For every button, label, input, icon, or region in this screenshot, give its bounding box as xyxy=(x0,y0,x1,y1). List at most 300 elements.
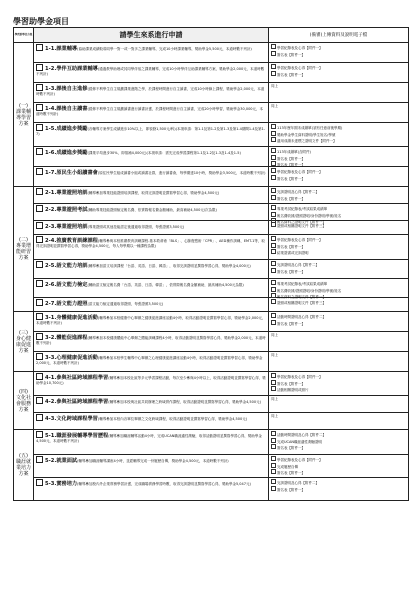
program-category-label: (二) 專業增能研習方案 xyxy=(15,237,31,261)
upload-doc-line xyxy=(271,373,406,380)
upload-docs-list xyxy=(269,298,408,311)
program-item-content xyxy=(34,83,268,102)
doc-checkbox[interactable] xyxy=(271,444,276,449)
upload-doc-line xyxy=(271,333,406,338)
upload-docs-cell xyxy=(269,147,409,167)
item-checkbox[interactable] xyxy=(36,188,43,195)
upload-docs-list xyxy=(269,63,408,82)
program-item-cell xyxy=(34,260,269,279)
program-item-row xyxy=(14,260,409,279)
upload-doc-line xyxy=(271,71,406,78)
program-item-content xyxy=(34,204,268,220)
program-item-row xyxy=(14,372,409,396)
upload-doc-line xyxy=(271,249,406,256)
program-item-cell xyxy=(34,204,269,221)
doc-checkbox[interactable] xyxy=(271,486,276,491)
table-body xyxy=(14,43,409,501)
upload-docs-cell xyxy=(269,413,409,430)
item-checkbox[interactable] xyxy=(36,414,43,421)
upload-doc-line xyxy=(271,131,406,138)
item-name: 1-5.成績進步獎勵 xyxy=(45,126,88,132)
doc-checkbox[interactable] xyxy=(271,51,276,56)
doc-checkbox[interactable] xyxy=(271,293,276,298)
doc-checkbox[interactable] xyxy=(271,373,276,378)
upload-docs-list xyxy=(269,43,408,62)
doc-checkbox[interactable] xyxy=(271,212,276,217)
program-item-cell xyxy=(34,478,269,501)
upload-doc-line xyxy=(271,299,406,306)
program-item-row xyxy=(14,103,409,123)
upload-docs-list xyxy=(269,478,408,500)
item-name: 2-6.語文能力檢定 xyxy=(45,282,88,288)
item-description: (輔導參加專業技能證照培訓課程，取得完訓證明並撰寫學習心得，獎助學金4,500元) xyxy=(87,191,220,195)
item-name: 2-2.專業證照考試 xyxy=(45,207,88,213)
doc-checkbox[interactable] xyxy=(271,148,276,153)
upload-doc-line xyxy=(271,380,406,387)
upload-doc-text: 結業證書或完訓證明 xyxy=(277,251,309,256)
upload-doc-line xyxy=(271,44,406,51)
program-item-row xyxy=(14,43,409,63)
upload-doc-text: 簽名表【附件一】 xyxy=(277,72,305,77)
upload-doc-text: 簽名表【附件一】 xyxy=(277,446,305,451)
program-item-content xyxy=(34,103,268,122)
item-name: 1-7.原民生小組讀書會 xyxy=(45,170,98,176)
upload-doc-text: 完訓證明及心得【附件二】 xyxy=(277,263,319,267)
upload-doc-line xyxy=(271,212,406,219)
item-name: 1-4.課後自主讀書 xyxy=(45,106,88,112)
doc-checkbox[interactable] xyxy=(271,479,276,484)
item-description: (課業平均進步30%，即領補4,000元)(本項申請：需先完成學習課程第1-1及1-2及1-3及1-4及1-5) xyxy=(87,151,241,155)
upload-docs-list xyxy=(269,396,408,412)
program-item-cell xyxy=(34,83,269,103)
item-name: 1-2.學伴互助課業輔導 xyxy=(45,66,98,72)
doc-checkbox[interactable] xyxy=(271,195,276,200)
upload-doc-text: 報名費收據/證照證明/身份證明/學號/姓名 xyxy=(277,213,342,218)
item-checkbox[interactable] xyxy=(36,261,43,268)
upload-doc-line xyxy=(271,188,406,195)
doc-checkbox[interactable] xyxy=(271,438,276,443)
item-description: (通過教學助理或其同學伴侶之課業輔導，完成10小時學伴互助課業輔導方案，獎助學金2,000元，本道時數不列計) xyxy=(36,67,265,76)
upload-doc-text: 報名費收據/證照證明/身份證明/學號/姓名 xyxy=(277,288,342,293)
doc-checkbox[interactable] xyxy=(271,161,276,166)
upload-docs-cell xyxy=(269,352,409,372)
doc-checkbox[interactable] xyxy=(271,249,276,254)
program-item-content xyxy=(34,167,268,186)
item-checkbox[interactable] xyxy=(36,373,43,380)
program-item-row xyxy=(14,455,409,478)
program-item-content xyxy=(34,235,268,259)
upload-doc-text: 113年歷年期末成績單(須有任意前後學期) xyxy=(277,126,343,130)
program-item-row xyxy=(14,204,409,221)
page-title: 學習助學金項目 xyxy=(13,17,69,26)
doc-checkbox[interactable] xyxy=(271,463,276,468)
upload-doc-line xyxy=(271,84,406,89)
item-name: 2-1.專業證照培訓 xyxy=(45,190,88,196)
upload-docs-cell xyxy=(269,235,409,260)
program-item-cell xyxy=(34,43,269,63)
program-item-content xyxy=(34,63,268,82)
upload-doc-text: 簽名表【附件一】 xyxy=(277,487,305,492)
upload-doc-line xyxy=(271,175,406,182)
program-item-content xyxy=(34,260,268,278)
program-item-content xyxy=(34,455,268,477)
upload-doc-text: 完成履歷自傳 xyxy=(277,464,298,469)
doc-checkbox[interactable] xyxy=(271,236,276,241)
doc-checkbox[interactable] xyxy=(271,268,276,273)
upload-doc-text: 證照或相關證明文件【附件三】 xyxy=(277,301,326,305)
program-item-content xyxy=(34,298,268,311)
item-description: (輔導參加本校內各單位舉辦之文化跨域課程，取得活動證明並撰寫學習心得，獎助學金4,500元) xyxy=(97,417,248,421)
doc-checkbox[interactable] xyxy=(271,188,276,193)
upload-doc-line xyxy=(271,414,406,419)
item-checkbox[interactable] xyxy=(36,397,43,404)
item-checkbox[interactable] xyxy=(36,104,43,111)
item-description: (輔導參加語文培訓課程「台語、英語、日語、韓語」，取得完訓證明並撰寫學習心得，獎助學金4,000元) xyxy=(87,264,251,268)
upload-doc-text: 報名資料之證明文件【附件一】 xyxy=(277,220,326,225)
upload-doc-line xyxy=(271,168,406,175)
item-checkbox[interactable] xyxy=(36,299,43,306)
upload-doc-text: 活動時間證明及心得【附件二】 xyxy=(277,433,326,437)
doc-checkbox[interactable] xyxy=(271,168,276,173)
item-description: (協助課業成績較弱同學一對一或一對多之課業輔導，完成10小時課業輔導，獎助學金5,500元，本道時數不列計) xyxy=(77,47,252,51)
program-item-cell xyxy=(34,396,269,413)
item-description: (專業證照或其他技能認定後通過取得證照，每張證照3,500元) xyxy=(87,225,185,229)
program-item-cell xyxy=(34,455,269,478)
program-item-row xyxy=(14,298,409,312)
upload-doc-line xyxy=(271,155,406,162)
program-item-cell xyxy=(34,103,269,123)
item-description: (輔導參加本校學生輔導中心舉辦之心理健康促進講座活動4小時，取得活動證明並撰寫學習心得，獎助學金2,000元，本道時數不列計) xyxy=(36,356,263,365)
item-name: 1-3.課後自主進修 xyxy=(45,86,88,92)
program-item-content xyxy=(34,279,268,297)
doc-checkbox[interactable] xyxy=(271,313,276,318)
upload-doc-text: 適用成績未達標之證明文件【附件一】 xyxy=(277,139,337,144)
item-checkbox[interactable] xyxy=(36,431,43,438)
program-item-cell xyxy=(34,312,269,332)
upload-doc-text: 簽名表【附件一】 xyxy=(277,321,305,326)
doc-checkbox[interactable] xyxy=(271,380,276,385)
upload-doc-line xyxy=(271,313,406,320)
upload-doc-text: 簽名表【附件一】 xyxy=(277,52,305,57)
item-description: (輔助語文檢定報名費「台語、英語、日語、韓語」，依實際報名費金額補助，最高補助4,500元為限) xyxy=(87,283,244,287)
program-item-cell xyxy=(34,221,269,235)
upload-doc-text: 活動相關證明或照片 xyxy=(277,388,309,393)
upload-doc-text: 學習紀錄表及心得【附件一】 xyxy=(277,66,323,70)
program-item-cell xyxy=(34,413,269,430)
header-program-type: 學習助學金方案 xyxy=(14,28,34,43)
program-category-label: (三) 身心健康促進方案 xyxy=(15,329,31,354)
item-name: 5-1.職涯發展輔導學習歷程 xyxy=(45,433,109,439)
program-item-row xyxy=(14,478,409,501)
program-item-row xyxy=(14,312,409,332)
program-category xyxy=(14,187,34,312)
item-checkbox[interactable] xyxy=(36,124,43,131)
item-description: (語文能力檢定通過取得證照，每張證照3,500元) xyxy=(87,302,164,306)
item-checkbox[interactable] xyxy=(36,84,43,91)
upload-doc-line xyxy=(271,205,406,212)
upload-doc-text: 完成UCAN職涯適性測驗證明 xyxy=(277,439,323,444)
item-name: 5-3.實務培力 xyxy=(45,481,78,487)
doc-checkbox[interactable] xyxy=(271,431,276,436)
program-item-content xyxy=(34,187,268,203)
item-description: (輔導參加本校與社區共同辦理之跨域實作課程，取得活動證明並撰寫學習心得，獎助學金4,500元) xyxy=(108,400,261,404)
upload-docs-list xyxy=(269,187,408,203)
upload-doc-line xyxy=(271,236,406,243)
upload-docs-list xyxy=(269,312,408,331)
item-checkbox[interactable] xyxy=(36,280,43,287)
doc-checkbox[interactable] xyxy=(271,124,276,129)
doc-checkbox[interactable] xyxy=(271,205,276,210)
upload-doc-text: 同上 xyxy=(271,84,278,88)
doc-checkbox[interactable] xyxy=(271,280,276,285)
program-item-row xyxy=(14,221,409,235)
upload-docs-cell xyxy=(269,83,409,103)
upload-doc-line xyxy=(271,353,406,358)
doc-checkbox[interactable] xyxy=(271,64,276,69)
upload-doc-line xyxy=(271,51,406,58)
upload-docs-list xyxy=(269,260,408,278)
program-item-row xyxy=(14,396,409,413)
upload-docs-cell xyxy=(269,221,409,235)
upload-docs-list xyxy=(269,413,408,429)
program-category xyxy=(14,312,34,372)
upload-doc-line xyxy=(271,268,406,275)
upload-doc-text: 同上 xyxy=(271,414,278,418)
item-name: 4-2.參與社區跨域課程學習 xyxy=(45,399,109,405)
upload-docs-cell xyxy=(269,332,409,352)
program-item-row xyxy=(14,83,409,103)
doc-checkbox[interactable] xyxy=(271,261,276,266)
item-description: (輔導參加本校健康中心舉辦之健康促進講座活動4小時，取得活動證明並撰寫學習心得，獎助學金2,000元，本道時數不列計) xyxy=(36,316,266,325)
program-item-row xyxy=(14,235,409,260)
upload-docs-list xyxy=(269,204,408,225)
upload-doc-text: 簽名表【附件一】 xyxy=(277,471,305,476)
upload-docs-cell xyxy=(269,167,409,187)
program-item-cell xyxy=(34,167,269,187)
program-item-content xyxy=(34,396,268,412)
item-name: 2-7.語文能力證照 xyxy=(45,301,88,307)
upload-docs-cell xyxy=(269,279,409,298)
program-item-cell xyxy=(34,372,269,396)
upload-docs-cell xyxy=(269,204,409,225)
upload-doc-text: 簽名表【附件一】 xyxy=(277,381,305,386)
item-description: (原住民學生組成讀書小組或讀書社群，進行讀書會，每學期達10小時，獎助學金3,500元，本道時數不列計) xyxy=(97,171,266,175)
doc-checkbox[interactable] xyxy=(271,44,276,49)
item-checkbox[interactable] xyxy=(36,222,43,229)
program-item-content xyxy=(34,147,268,166)
upload-doc-line xyxy=(271,104,406,109)
program-category xyxy=(14,430,34,501)
item-checkbox[interactable] xyxy=(36,236,43,243)
upload-doc-line xyxy=(271,243,406,250)
item-description: (經修不利學生自主規劃課業進階之學，於課程時間進行自主讀書，完成10小時線上課程，獎助學金2,000元，本道時數不列計) xyxy=(36,87,265,96)
upload-doc-line xyxy=(271,438,406,445)
doc-checkbox[interactable] xyxy=(271,155,276,160)
item-name: 4-1.參與社區跨域課程學習 xyxy=(45,375,109,381)
doc-checkbox[interactable] xyxy=(271,299,276,304)
doc-checkbox[interactable] xyxy=(271,222,276,227)
header-upload-docs: (備審)上傳資料及說明電子檔 xyxy=(269,28,409,43)
item-description: (各輔導方案學生成績進步10%以上，即領發1,500元/科)(本項申請：第1-1及第1-2及第1-3及第1-4期間1-4及第1-7) xyxy=(36,127,266,136)
doc-checkbox[interactable] xyxy=(271,175,276,180)
upload-doc-line xyxy=(271,280,406,287)
item-checkbox[interactable] xyxy=(36,205,43,212)
program-item-content xyxy=(34,478,268,500)
item-checkbox[interactable] xyxy=(36,479,43,486)
program-item-row xyxy=(14,63,409,83)
item-checkbox[interactable] xyxy=(36,148,43,155)
header-apply-instruction: 請學生來系進行申請 xyxy=(34,28,269,43)
program-category-label: (一) 課業輔導學習方案 xyxy=(15,102,31,127)
item-description: (輔導參加職涯輔導講座4小時，並經輔導完成一份履歷自傳，獎助學金4,500元，本道時數不列計) xyxy=(77,459,229,463)
item-name: 3-1.身體健康促進活動 xyxy=(45,315,98,321)
upload-docs-cell xyxy=(269,372,409,396)
upload-doc-text: 完訓證明及心得【附件二】 xyxy=(277,481,319,485)
upload-doc-line xyxy=(271,486,406,493)
program-item-content xyxy=(34,332,268,351)
program-item-cell xyxy=(34,430,269,455)
doc-checkbox[interactable] xyxy=(271,137,276,142)
item-checkbox[interactable] xyxy=(36,456,43,463)
program-category-label: (四) 文化社會服務方案 xyxy=(15,388,31,413)
program-item-row xyxy=(14,279,409,298)
program-category xyxy=(14,43,34,187)
doc-checkbox[interactable] xyxy=(271,469,276,474)
item-checkbox[interactable] xyxy=(36,44,43,51)
doc-checkbox[interactable] xyxy=(271,243,276,248)
upload-docs-list xyxy=(269,235,408,259)
upload-doc-line xyxy=(271,469,406,476)
item-description: (輔導參加本校社區等多元學習課程活動，每次至少參與4小時以上，取得活動證明並撰寫學習心得，獎助學金10,700元) xyxy=(36,376,266,385)
item-checkbox[interactable] xyxy=(36,333,43,340)
program-item-content xyxy=(34,123,268,146)
item-name: 1-6.成績進步獎勵 xyxy=(45,150,88,156)
upload-doc-text: 學習紀錄表及心得【附件一】 xyxy=(277,238,323,242)
program-item-cell xyxy=(34,187,269,204)
program-item-row xyxy=(14,430,409,455)
program-category xyxy=(14,372,34,430)
upload-docs-cell xyxy=(269,123,409,147)
item-name: 1-1.課業輔導 xyxy=(45,46,78,52)
upload-doc-line xyxy=(271,456,406,463)
doc-checkbox[interactable] xyxy=(271,71,276,76)
doc-checkbox[interactable] xyxy=(271,131,276,136)
upload-docs-cell xyxy=(269,43,409,63)
item-checkbox[interactable] xyxy=(36,64,43,71)
upload-docs-cell xyxy=(269,187,409,204)
program-item-cell xyxy=(34,147,269,167)
scholarship-table xyxy=(13,27,409,501)
doc-checkbox[interactable] xyxy=(271,287,276,292)
upload-doc-text: 證照或相關證明文件【附件三】 xyxy=(277,224,326,228)
program-item-cell xyxy=(34,298,269,312)
upload-doc-text: 簽名表【附件一】 xyxy=(277,163,305,168)
item-name: 3-3.心理健康促進活動 xyxy=(45,355,98,361)
program-item-row xyxy=(14,413,409,430)
program-item-row xyxy=(14,147,409,167)
upload-doc-line xyxy=(271,124,406,131)
item-checkbox[interactable] xyxy=(36,353,43,360)
upload-docs-cell xyxy=(269,455,409,478)
item-name: 5-2.就業面試 xyxy=(45,458,78,464)
program-item-row xyxy=(14,187,409,204)
upload-docs-list xyxy=(269,352,408,371)
upload-doc-text: 簽名表【附件一】 xyxy=(277,156,305,161)
upload-doc-text: 學習紀錄表及心得【附件一】 xyxy=(277,458,323,462)
doc-checkbox[interactable] xyxy=(271,386,276,391)
item-name: 2-3.專業證照培訓 xyxy=(45,224,88,230)
program-item-row xyxy=(14,123,409,147)
program-item-row xyxy=(14,332,409,352)
program-item-content xyxy=(34,352,268,371)
item-description: (輔助專業技能證照檢定報名費、依實際報名費金額補助，最高補助4,500元/次為限) xyxy=(87,208,217,212)
item-checkbox[interactable] xyxy=(36,168,43,175)
upload-doc-text: 簽名表【附件一】 xyxy=(277,196,305,201)
upload-doc-line xyxy=(271,386,406,393)
upload-doc-text: 同上 xyxy=(271,333,278,337)
upload-docs-cell xyxy=(269,63,409,83)
item-name: 2-5.語文能力培訓 xyxy=(45,263,88,269)
upload-doc-line xyxy=(271,222,406,229)
program-item-content xyxy=(34,430,268,454)
upload-docs-cell xyxy=(269,478,409,501)
program-item-cell xyxy=(34,123,269,147)
upload-doc-line xyxy=(271,64,406,71)
upload-doc-text: 報名資料之證明文件【附件一】 xyxy=(277,295,326,300)
program-item-cell xyxy=(34,235,269,260)
upload-doc-text: 同上 xyxy=(271,397,278,401)
upload-docs-cell xyxy=(269,396,409,413)
program-item-content xyxy=(34,372,268,395)
program-item-cell xyxy=(34,63,269,83)
upload-doc-text: 專業考試紀錄表/考試結果成績單 xyxy=(277,282,328,286)
item-name: 2-4.推廣教育訓練課程 xyxy=(45,238,98,244)
doc-checkbox[interactable] xyxy=(271,456,276,461)
program-item-content xyxy=(34,221,268,234)
upload-docs-list xyxy=(269,123,408,146)
item-description: (經修不利學生自主規劃讀書進行讀書計畫，於課程時間進行自主讀書，完成20小時學習，獎助學金30,000元，本道時數不列計) xyxy=(36,107,264,116)
program-category-label: (五) 職涯就業培力方案 xyxy=(15,453,31,477)
upload-doc-line xyxy=(271,397,406,402)
upload-doc-line xyxy=(271,463,406,470)
upload-docs-cell xyxy=(269,260,409,279)
item-name: 3-2.體能促進課程 xyxy=(45,335,88,341)
program-item-cell xyxy=(34,352,269,372)
program-item-content xyxy=(34,43,268,62)
item-name: 4-3.文化跨域課程學習 xyxy=(45,416,98,422)
upload-docs-list xyxy=(269,147,408,166)
program-item-row xyxy=(14,352,409,372)
program-item-content xyxy=(34,413,268,429)
upload-doc-line xyxy=(271,444,406,451)
upload-doc-text: 113年成績單(含附件) xyxy=(277,150,311,154)
upload-doc-text: 簽名表【附件一】 xyxy=(277,176,305,181)
upload-doc-line xyxy=(271,137,406,144)
upload-docs-list xyxy=(269,455,408,477)
upload-docs-cell xyxy=(269,430,409,455)
item-checkbox[interactable] xyxy=(36,313,43,320)
upload-docs-list xyxy=(269,430,408,454)
upload-doc-text: 簽名表【附件一】 xyxy=(277,269,305,274)
upload-doc-text: 活動時間證明及心得【附件二】 xyxy=(277,315,326,319)
upload-doc-text: 學習紀錄表及心得【附件一】 xyxy=(277,170,323,174)
program-item-row xyxy=(14,167,409,187)
upload-doc-line xyxy=(271,479,406,486)
program-item-content xyxy=(34,312,268,331)
doc-checkbox[interactable] xyxy=(271,320,276,325)
upload-doc-text: 同上 xyxy=(271,353,278,357)
program-item-cell xyxy=(34,279,269,298)
